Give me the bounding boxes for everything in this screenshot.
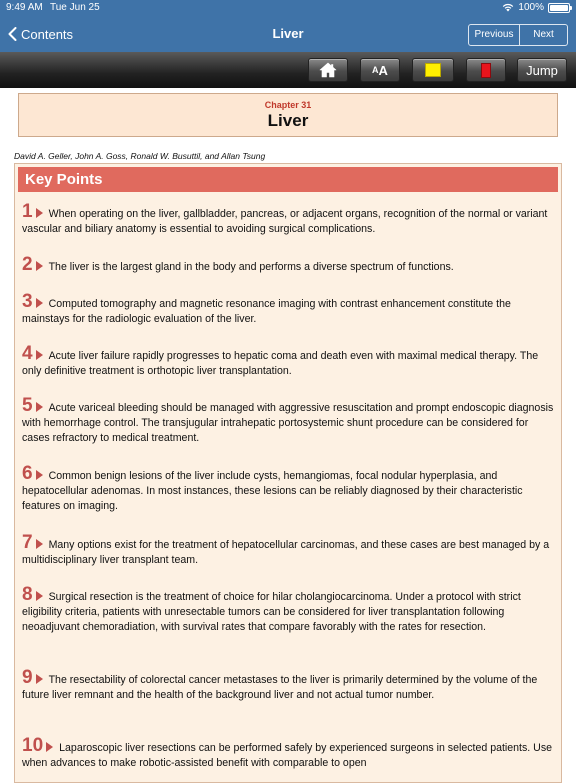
key-point-text: The resectability of colorectal cancer metastases to the liver is primarily determined by the volume of the future liver remnant and the health of the background liver and not actual tumor number.	[22, 674, 538, 701]
key-point-item	[22, 343, 558, 379]
key-point-number: 10	[22, 735, 44, 756]
key-point-number: 9	[22, 667, 33, 688]
previous-button[interactable]: Previous	[474, 29, 514, 40]
key-point-item	[22, 735, 558, 771]
status-right	[502, 2, 570, 13]
font-size-button[interactable]	[360, 58, 400, 82]
battery-icon	[548, 3, 570, 13]
triangle-right-icon	[36, 261, 43, 271]
key-point-number: 7	[22, 532, 33, 553]
key-point-number: 8	[22, 584, 33, 605]
key-point-item	[22, 532, 558, 568]
key-point-item	[22, 395, 558, 446]
key-point-text: Computed tomography and magnetic resonance imaging with contrast enhancement constitute the mainstays for the radiologic evaluation of the liver.	[22, 298, 511, 325]
key-point-text: The liver is the largest gland in the body and performs a diverse spectrum of functions.	[48, 261, 454, 273]
key-point-item	[22, 291, 558, 327]
key-point-number: 5	[22, 395, 33, 416]
triangle-right-icon	[36, 298, 43, 308]
chevron-left-icon	[8, 27, 17, 41]
wifi-icon	[502, 3, 514, 12]
key-point-text: Acute liver failure rapidly progresses to hepatic coma and death even with maximal medical therapy. The only definitive treatment is orthotopic liver transplantation.	[22, 350, 539, 377]
key-point-number: 1	[22, 201, 33, 222]
triangle-right-icon	[36, 591, 43, 601]
key-points-box	[14, 163, 562, 783]
key-point-item	[22, 463, 558, 514]
back-label: Contents	[21, 26, 74, 42]
triangle-right-icon	[36, 539, 43, 549]
key-points-heading: Key Points	[18, 167, 558, 192]
key-point-text: When operating on the liver, gallbladder, pancreas, or adjacent organs, recognition of the normal or variant vascular and biliary anatomy is essential to avoiding surgical complications.	[22, 208, 548, 235]
key-point-number: 2	[22, 254, 33, 275]
key-point-number: 3	[22, 291, 33, 312]
key-point-item	[22, 584, 558, 635]
key-point-number: 4	[22, 343, 33, 364]
next-button[interactable]: Next	[519, 25, 567, 45]
chapter-number: Chapter 31	[264, 100, 312, 110]
toolbar	[0, 52, 576, 88]
font-small-glyph: A	[372, 65, 379, 75]
key-point-item	[22, 201, 558, 237]
key-point-text: Acute variceal bleeding should be managed with aggressive resuscitation and prompt endoscopic diagnosis with hemorrhage control. The transjugular intrahepatic portosystemic shunt procedure can be considered for cases refractory to medical treatment.	[22, 402, 554, 444]
font-large-glyph: A	[378, 62, 388, 78]
chapter-header	[18, 93, 558, 137]
key-point-text: Surgical resection is the treatment of choice for hilar cholangiocarcinoma. Under a protocol with strict eligibility criteria, patients with unresectable tumors can be considered for liver transplantation following neoadjuvant chemoradiation, with survival rates that compare favorably with the rates for resection.	[22, 591, 521, 633]
navigation-bar	[0, 16, 576, 52]
chapter-title: Liver	[267, 111, 309, 130]
bookmark-icon	[481, 63, 491, 78]
key-point-text: Common benign lesions of the liver include cysts, hemangiomas, focal nodular hyperplasia, and hepatocellular adenomas. In most instances, these lesions can be reliably diagnosed by their characteristic features on imaging.	[22, 470, 523, 512]
page-title: Liver	[272, 26, 304, 41]
triangle-right-icon	[36, 350, 43, 360]
triangle-right-icon	[36, 470, 43, 480]
key-point-item	[22, 667, 558, 703]
battery-percent: 100%	[518, 2, 544, 13]
triangle-right-icon	[36, 402, 43, 412]
key-point-text: Laparoscopic liver resections can be performed safely by experienced surgeons in selected patients. Use when advances to make robotic-assisted benefit with comparable to open	[22, 742, 553, 769]
triangle-right-icon	[36, 208, 43, 218]
triangle-right-icon	[46, 742, 53, 752]
chapter-authors: David A. Geller, John A. Goss, Ronald W. Busuttil, and Allan Tsung	[14, 151, 266, 161]
home-button[interactable]	[308, 58, 348, 82]
note-icon	[425, 63, 441, 77]
back-to-contents-button[interactable]	[8, 23, 73, 45]
key-point-item	[22, 254, 558, 275]
prev-next-segmented-control	[468, 24, 568, 46]
status-time: 9:49 AM	[6, 2, 43, 13]
status-bar	[0, 0, 576, 16]
triangle-right-icon	[36, 674, 43, 684]
bookmark-button[interactable]	[466, 58, 506, 82]
note-button[interactable]	[412, 58, 454, 82]
key-point-number: 6	[22, 463, 33, 484]
key-point-text: Many options exist for the treatment of hepatocellular carcinomas, and these cases are best managed by a multidisciplinary liver transplant team.	[22, 539, 550, 566]
home-icon	[319, 62, 337, 78]
status-date: Tue Jun 25	[50, 2, 100, 13]
jump-button[interactable]: Jump	[517, 58, 567, 82]
